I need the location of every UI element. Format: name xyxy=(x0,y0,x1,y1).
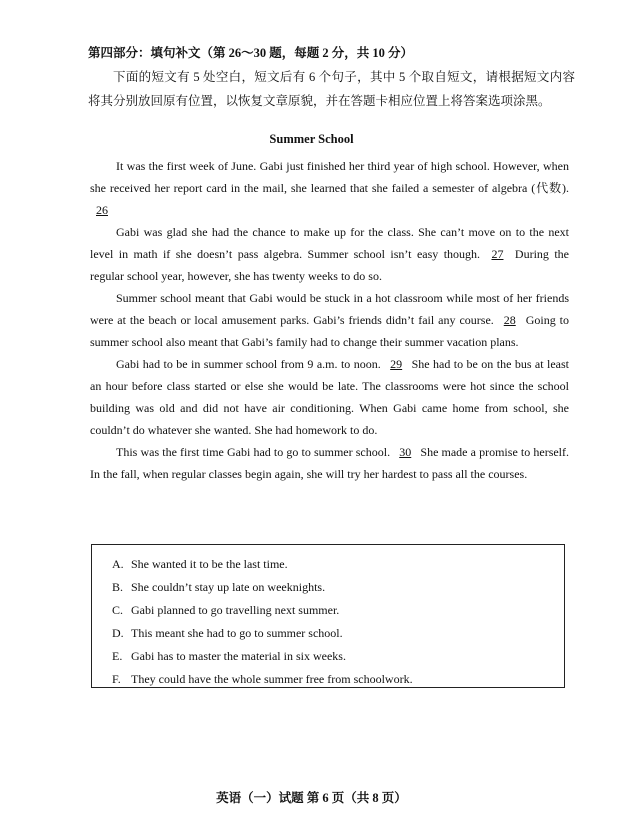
blank-27: 27 xyxy=(491,247,504,261)
paragraph-2 xyxy=(90,221,569,287)
option-d xyxy=(112,622,564,645)
option-e xyxy=(112,645,564,668)
paragraph-text: Gabi had to be in summer school from 9 a.m. to noon. xyxy=(116,357,381,371)
option-text: She wanted it to be the last time. xyxy=(131,557,288,571)
option-c xyxy=(112,599,564,622)
option-text: Gabi has to master the material in six weeks. xyxy=(131,649,346,663)
option-letter: D. xyxy=(112,626,124,640)
option-text: This meant she had to go to summer school. xyxy=(131,626,343,640)
paragraph-4 xyxy=(90,353,569,441)
paragraph-1 xyxy=(90,155,569,221)
option-letter: A. xyxy=(112,557,124,571)
options-box xyxy=(91,544,565,688)
blank-29: 29 xyxy=(390,357,403,371)
passage-title: Summer School xyxy=(269,132,354,146)
blank-28: 28 xyxy=(503,313,516,327)
option-f xyxy=(112,668,564,691)
option-letter: E. xyxy=(112,649,123,663)
paragraph-text: During the regular school year, however, she has twenty weeks to do so. xyxy=(90,247,570,283)
page-footer: 英语（一）试题 第 6 页（共 8 页） xyxy=(216,791,407,805)
section-heading: 第四部分：填句补文（第 26～30 题，每题 2 分，共 10 分） xyxy=(88,46,414,60)
option-letter: F. xyxy=(112,672,121,686)
section-instructions: 下面的短文有 5 处空白，短文后有 6 个句子，其中 5 个取自短文，请根据短文内容将其分别放回原有位置，以恢复文章原貌，并在答题卡相应位置上将答案选项涂黑。 xyxy=(88,70,575,108)
paragraph-5 xyxy=(90,441,569,485)
option-text: Gabi planned to go travelling next summer. xyxy=(131,603,340,617)
paragraph-text: This was the first time Gabi had to go to summer school. xyxy=(116,445,391,459)
option-letter: C. xyxy=(112,603,124,617)
option-text: They could have the whole summer free from schoolwork. xyxy=(131,672,413,686)
blank-26: 26 xyxy=(96,203,108,217)
paragraph-text: She had to be on the bus at least an hour before class started or else she would be late. The classrooms were hot since the school building was old and did not have air conditioning. When Gabi came home from school, she couldn’t do whatever she wanted. She had homework to do. xyxy=(90,357,570,437)
paragraph-text: Summer school meant that Gabi would be stuck in a hot classroom while most of her friends were at the beach or local amusement parks. Gabi’s friends didn’t fail any course. xyxy=(90,291,569,327)
options-list xyxy=(92,545,564,691)
paragraph-text: Going to summer school also meant that Gabi’s family had to change their summer vacation plans. xyxy=(90,313,570,349)
option-letter: B. xyxy=(112,580,124,594)
option-b xyxy=(112,576,564,599)
blank-30: 30 xyxy=(399,445,412,459)
paragraph-text: Gabi was glad she had the chance to make up for the class. She can’t move on to the next level in math if she doesn’t pass algebra. Summer school isn’t easy though. xyxy=(90,225,569,261)
passage-body xyxy=(90,155,569,485)
option-a xyxy=(112,553,564,576)
paragraph-text: She made a promise to herself. In the fall, when regular classes begin again, she will try her hardest to pass all the courses. xyxy=(90,445,570,481)
paragraph-text: It was the first week of June. Gabi just finished her third year of high school. However, when she received her report card in the mail, she learned that she failed a semester of algebra (代数). xyxy=(90,159,569,195)
paragraph-3 xyxy=(90,287,569,353)
option-text: She couldn’t stay up late on weeknights. xyxy=(131,580,326,594)
